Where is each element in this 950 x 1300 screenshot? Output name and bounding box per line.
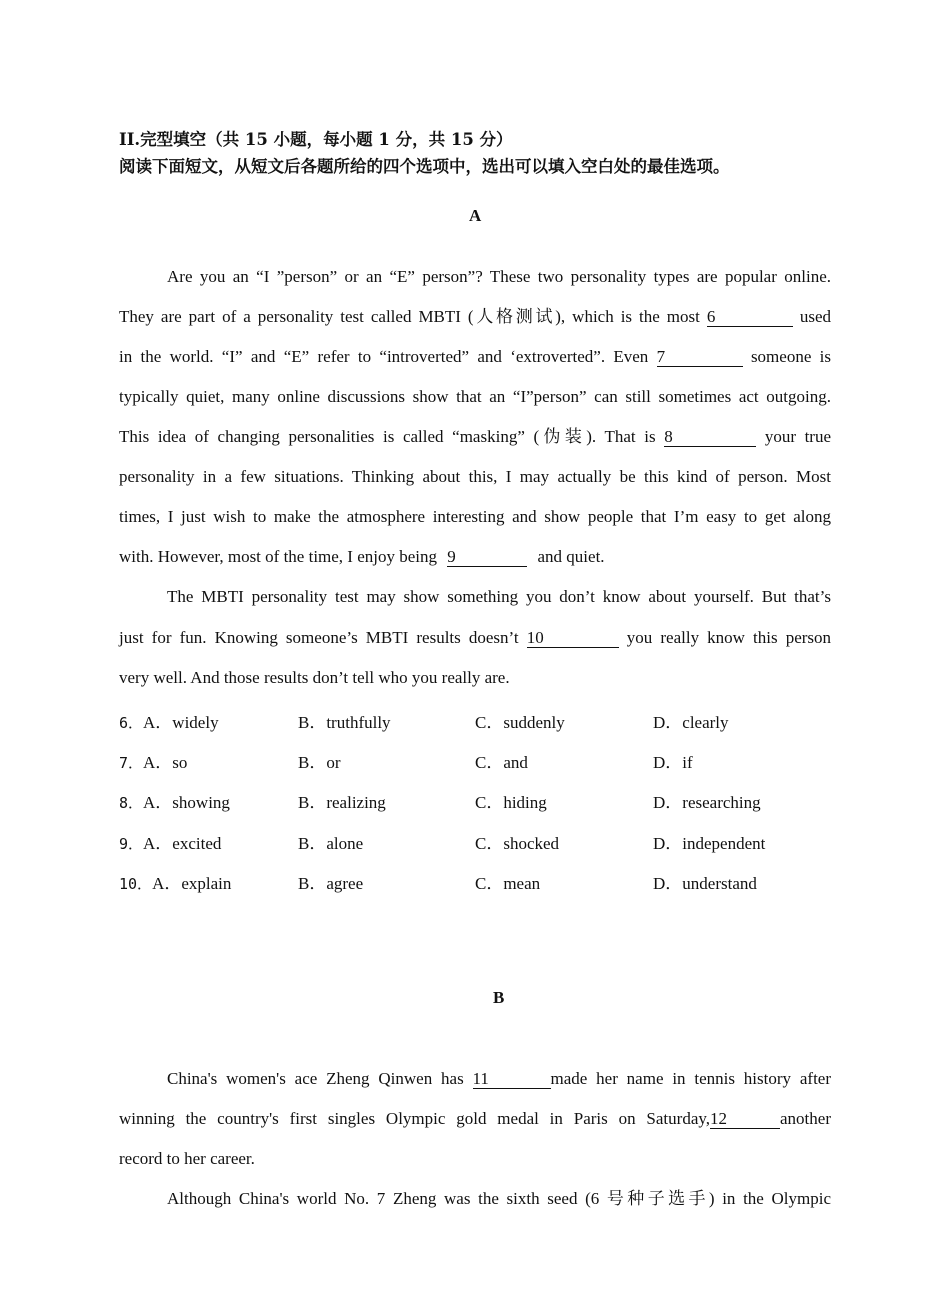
option-a[interactable] [119, 829, 221, 854]
passage-a-letter: A [469, 206, 482, 225]
line-text: in the world. “I” and “E” refer to “introverted” and ‘extroverted”. Even [119, 347, 649, 366]
question-number: 8． [119, 794, 144, 812]
passage-b-line-2 [119, 1109, 831, 1129]
passage-b-line-1 [167, 1069, 831, 1089]
section-title: II.完型填空（共 15 小题，每小题 1 分，共 15 分） [119, 130, 513, 149]
question-row-6 [119, 708, 839, 730]
line-text: This idea of changing personalities is called “masking” (伪装). That is [119, 427, 656, 446]
question-number: 9． [119, 835, 144, 853]
option-d[interactable]: D．if [653, 753, 693, 772]
question-row-8 [119, 788, 839, 810]
option-c[interactable]: C．hiding [475, 793, 547, 812]
option-a-text: A．so [143, 753, 188, 772]
passage-a-line-8 [119, 547, 831, 567]
question-row-10 [119, 869, 839, 891]
question-number: 7． [119, 754, 144, 772]
passage-b-line-4: Although China's world No. 7 Zheng was the sixth seed (6 号种子选手) in the Olympic [167, 1189, 831, 1208]
option-b[interactable]: B．or [298, 753, 341, 772]
line-text: They are part of a personality test called MBTI (人格测试), which is the most [119, 307, 700, 326]
line-text: used [799, 307, 832, 326]
blank-8: 8 [664, 428, 756, 447]
option-c[interactable]: C．mean [475, 874, 541, 893]
blank-11: 11 [473, 1070, 551, 1089]
question-number: 10． [119, 875, 153, 893]
passage-a-line-3 [119, 347, 831, 367]
option-b[interactable]: B．agree [298, 874, 364, 893]
passage-b-line-3: record to her career. [119, 1149, 255, 1168]
option-b[interactable]: B．realizing [298, 793, 386, 812]
section-instruction: 阅读下面短文，从短文后各题所给的四个选项中，选出可以填入空白处的最佳选项。 [119, 157, 730, 176]
passage-a-line-1: Are you an “I ”person” or an “E” person”? These two personality types are popular online. [167, 267, 831, 286]
blank-6: 6 [707, 308, 793, 327]
line-text: just for fun. Knowing someone’s MBTI results doesn’t [119, 628, 519, 647]
passage-a-line-2 [119, 307, 831, 327]
line-text: you really know this person [626, 628, 832, 647]
line-text: China's women's ace Zheng Qinwen has [167, 1069, 464, 1088]
blank-12: 12 [710, 1110, 780, 1129]
line-text: and quiet. [537, 547, 605, 566]
option-b[interactable]: B．alone [298, 834, 364, 853]
option-c[interactable]: C．shocked [475, 834, 560, 853]
line-text: another [780, 1109, 831, 1128]
passage-a-line-6: personality in a few situations. Thinking about this, I may actually be this kind of person. Most [119, 467, 831, 486]
line-text: your true [764, 427, 832, 446]
passage-a-line-4: typically quiet, many online discussions show that an “I”person” can still sometimes act outgoing. [119, 387, 831, 406]
option-b[interactable]: B．truthfully [298, 713, 391, 732]
blank-7: 7 [657, 348, 743, 367]
option-a[interactable] [119, 869, 231, 894]
blank-10: 10 [527, 629, 619, 648]
option-c[interactable]: C．suddenly [475, 713, 565, 732]
line-text: winning the country's first singles Olympic gold medal in Paris on Saturday, [119, 1109, 711, 1128]
option-d[interactable]: D．understand [653, 874, 757, 893]
question-row-7 [119, 748, 839, 770]
option-a-text: A．showing [143, 793, 230, 812]
passage-a-line-11: very well. And those results don’t tell who you really are. [119, 668, 510, 687]
option-a-text: A．widely [143, 713, 219, 732]
option-d[interactable]: D．independent [653, 834, 766, 853]
passage-a-line-10 [119, 628, 831, 648]
option-d[interactable]: D．clearly [653, 713, 729, 732]
line-text: with. However, most of the time, I enjoy being [119, 547, 438, 566]
line-text: someone is [750, 347, 832, 366]
option-c[interactable]: C．and [475, 753, 528, 772]
passage-a-line-7: times, I just wish to make the atmosphere interesting and show people that I’m easy to get along [119, 507, 831, 526]
passage-b-letter: B [493, 988, 505, 1007]
option-a-text: A．explain [152, 874, 232, 893]
option-a[interactable] [119, 788, 230, 813]
question-number: 6． [119, 714, 144, 732]
option-a[interactable] [119, 708, 219, 733]
question-row-9 [119, 829, 839, 851]
line-text: made her name in tennis history after [550, 1069, 831, 1088]
blank-9: 9 [447, 548, 527, 567]
passage-a-line-5 [119, 427, 831, 447]
passage-a-line-9: The MBTI personality test may show something you don’t know about yourself. But that’s [167, 587, 831, 606]
option-a[interactable] [119, 748, 187, 773]
option-a-text: A．excited [143, 834, 222, 853]
option-d[interactable]: D．researching [653, 793, 761, 812]
